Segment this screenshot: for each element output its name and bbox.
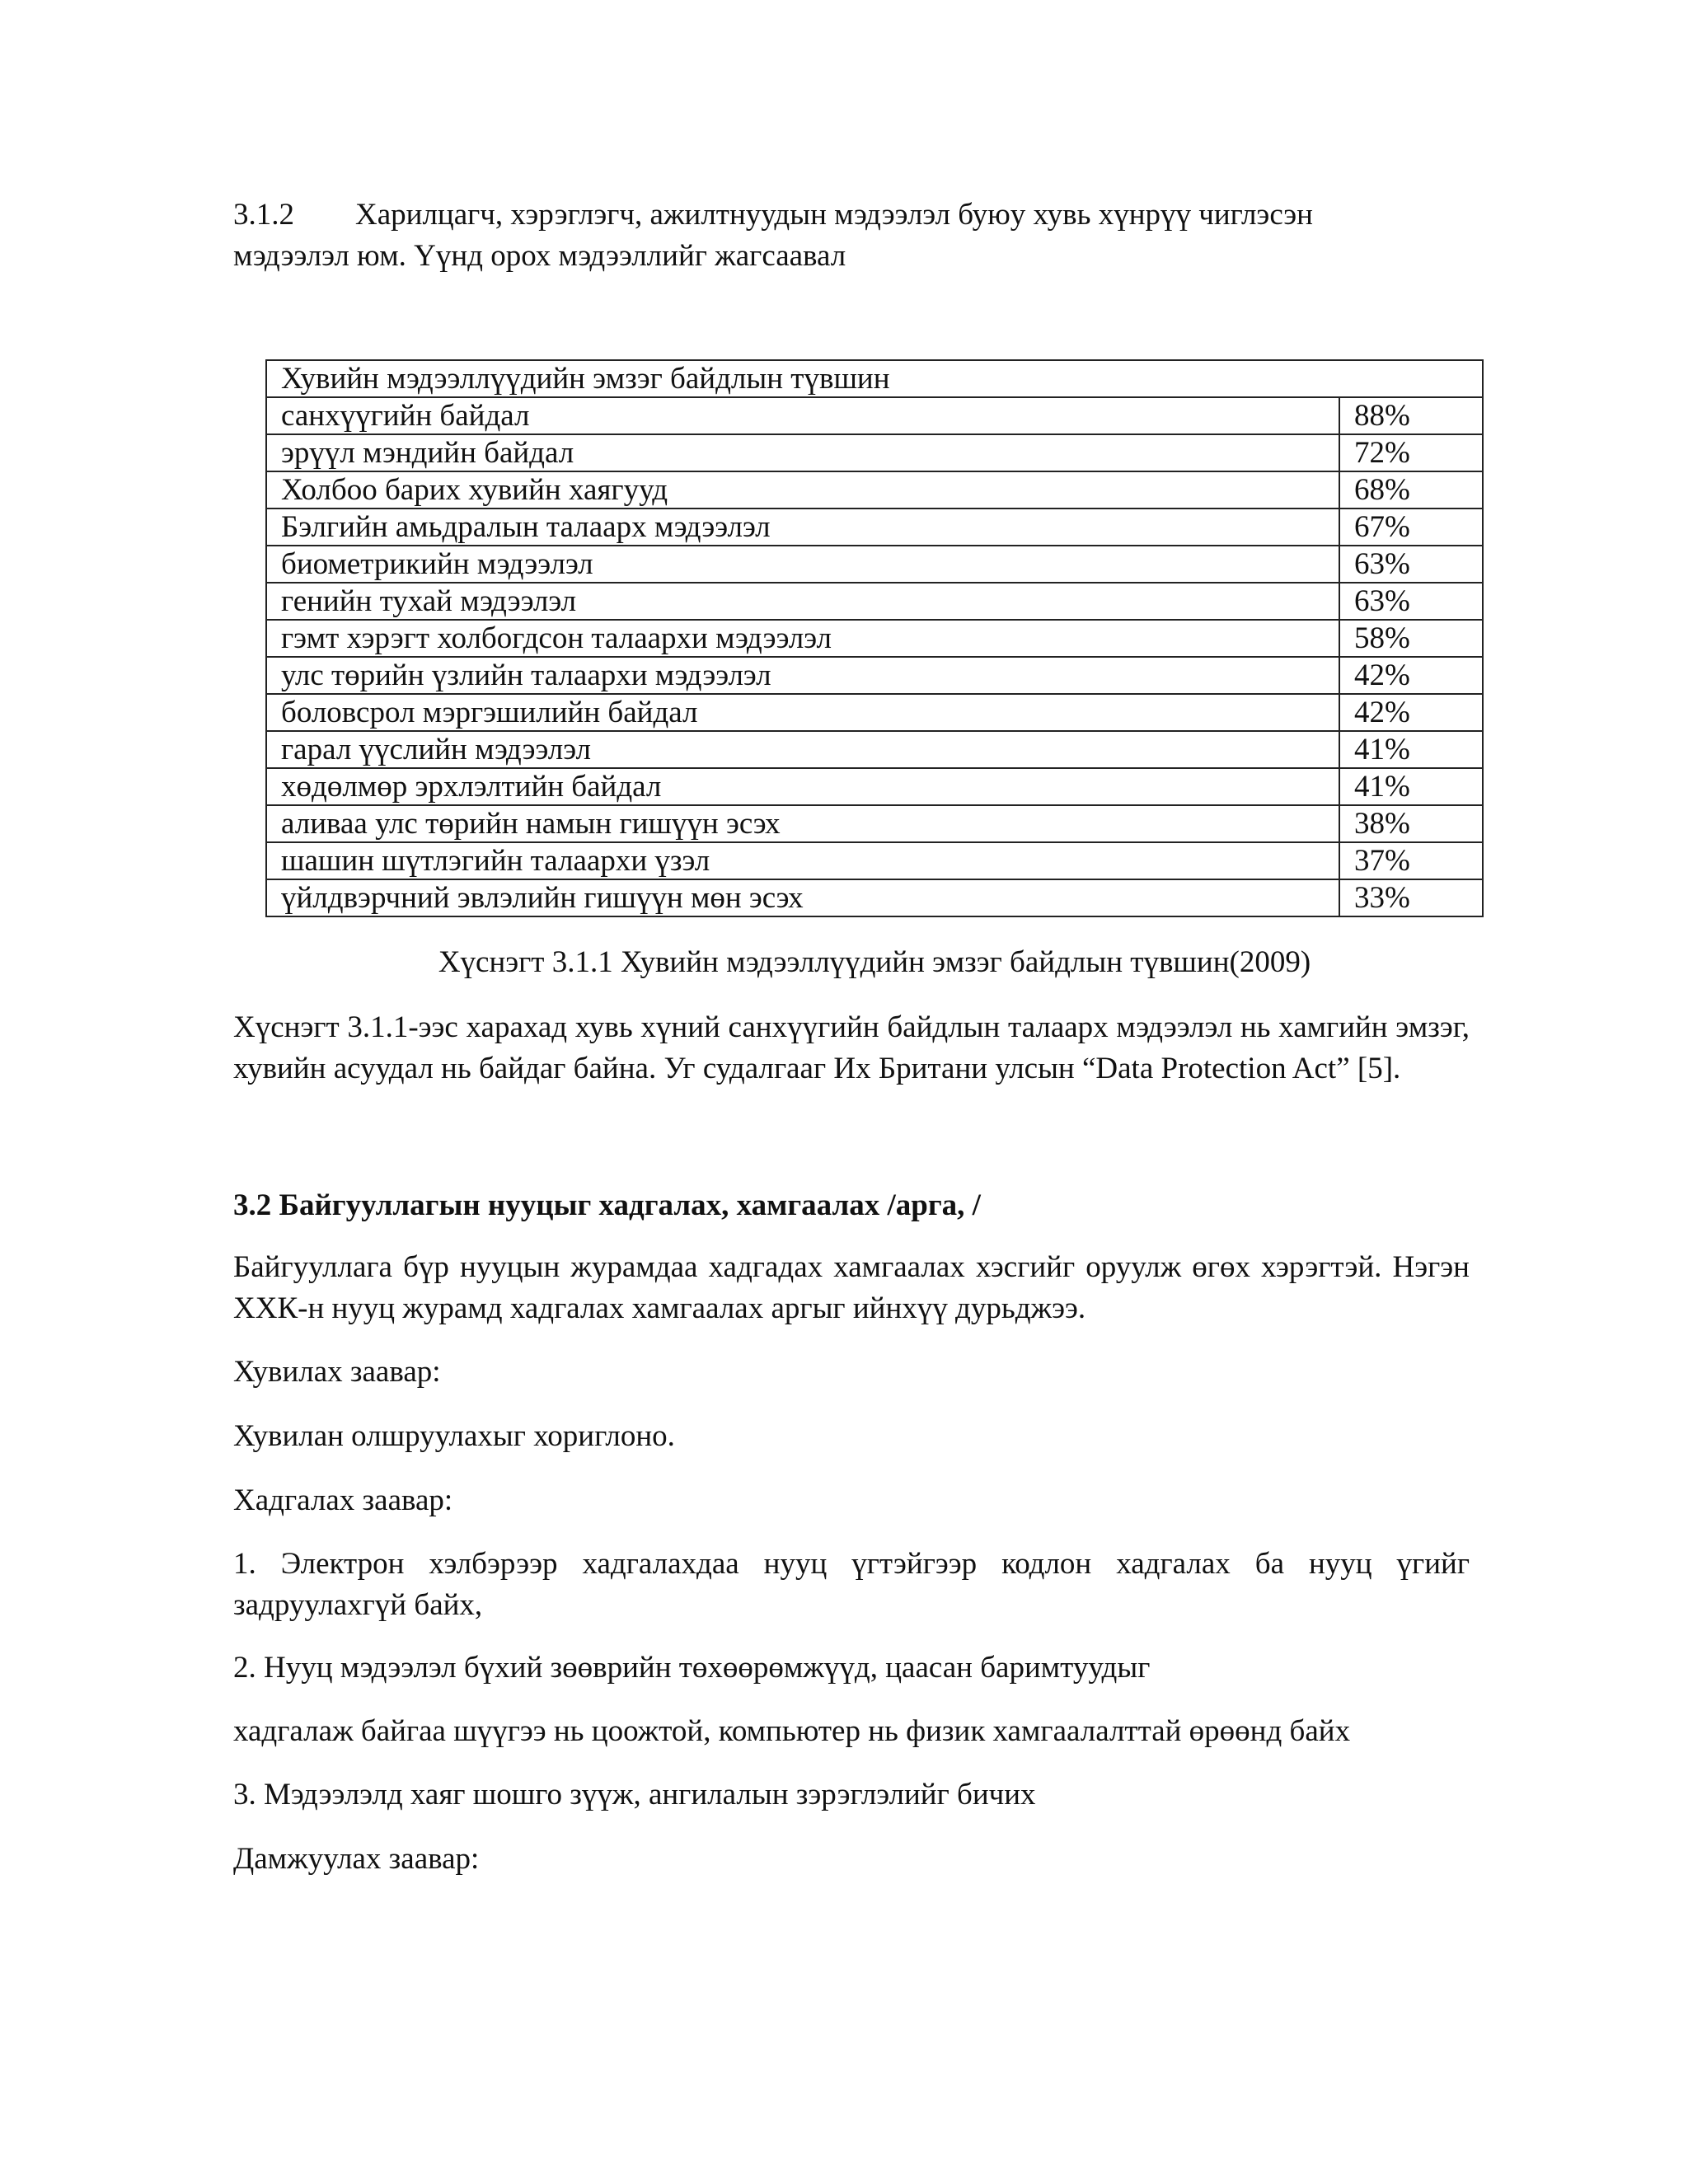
section-3-2-heading: 3.2 Байгууллагын нууцыг хадгалах, хамгаалах /арга, / [233,1188,981,1222]
table-cell-label: үйлдвэрчний эвлэлийн гишүүн мөн эсэх [266,879,1339,916]
table-caption: Хүснэгт 3.1.1 Хувийн мэдээллүүдийн эмзэг байдлын түвшин(2009) [438,945,1311,979]
table-cell-value: 33% [1339,879,1483,916]
table-cell-value: 72% [1339,434,1483,471]
table-cell-label: гэмт хэрэгт холбогдсон талаархи мэдээлэл [266,620,1339,657]
table-cell-value: 42% [1339,694,1483,731]
table-row [266,509,1483,546]
table-row [266,397,1483,434]
table-cell-value: 41% [1339,731,1483,768]
table-row [266,620,1483,657]
table-cell-value: 88% [1339,397,1483,434]
section-3-2-intro: Байгууллага бүр нууцын журамдаа хадгадах хамгаалах хэсгийг оруулж өгөх хэрэгтэй. Нэгэн ХХК-н нууц журамд хадгалах хамгаалах аргыг ийнхүү дурьджээ. [233,1250,1470,1325]
table-cell-label: гарал үүслийн мэдээлэл [266,731,1339,768]
table-row [266,768,1483,805]
table-cell-value: 68% [1339,471,1483,509]
copy-instructions-rule: Хувилан олшруулахыг хориглоно. [233,1419,675,1453]
transfer-instructions-title: Дамжуулах заавар: [233,1842,480,1876]
paragraph-after-table: Хүснэгт 3.1.1-ээс харахад хувь хүний санхүүгийн байдлын талаарх мэдээлэл нь хамгийн эмзэг, хувийн асуудал нь байдаг байна. Уг судалгааг Их Британи улсын “Data Protection Act” [5]. [233,1010,1470,1085]
table-row [266,842,1483,879]
table-cell-label: хөдөлмөр эрхлэлтийн байдал [266,768,1339,805]
table-row [266,879,1483,916]
table-cell-value: 58% [1339,620,1483,657]
table-cell-label: санхүүгийн байдал [266,397,1339,434]
table-cell-value: 67% [1339,509,1483,546]
table-row [266,434,1483,471]
table-row [266,805,1483,842]
table-header: Хувийн мэдээллүүдийн эмзэг байдлын түвшин [266,360,1483,397]
table-cell-label: шашин шүтлэгийн талаархи үзэл [266,842,1339,879]
table-cell-label: генийн тухай мэдээлэл [266,583,1339,620]
section-3-1-2-line1 [233,194,1470,236]
table-cell-label: Холбоо барих хувийн хаягууд [266,471,1339,509]
table-cell-value: 38% [1339,805,1483,842]
table-row [266,694,1483,731]
table-cell-label: биометрикийн мэдээлэл [266,546,1339,583]
section-3-1-2-line2: мэдээлэл юм. Үүнд орох мэдээллийг жагсаавал [233,239,846,273]
table-cell-value: 41% [1339,768,1483,805]
table-cell-value: 37% [1339,842,1483,879]
table-cell-value: 63% [1339,546,1483,583]
table-row [266,546,1483,583]
table-row [266,731,1483,768]
table-header-row [266,360,1483,397]
storage-instructions-title: Хадгалах заавар: [233,1483,453,1517]
storage-item-2-continued: хадгалаж байгаа шүүгээ нь цоожтой, компьютер нь физик хамгаалалттай өрөөнд байх [233,1714,1351,1748]
section-3-1-2-text: Харилцагч, хэрэглэгч, ажилтнуудын мэдээлэл буюу хувь хүнрүү чиглэсэн [355,198,1313,232]
table-cell-label: боловсрол мэргэшилийн байдал [266,694,1339,731]
section-number: 3.1.2 [233,198,294,232]
table-cell-label: аливаа улс төрийн намын гишүүн эсэх [266,805,1339,842]
table-row [266,583,1483,620]
table-cell-value: 42% [1339,657,1483,694]
storage-item-3: 3. Мэдээлэлд хаяг шошго зүүж, ангилалын зэрэглэлийг бичих [233,1778,1036,1811]
copy-instructions-title: Хувилах заавар: [233,1355,441,1389]
table-row [266,657,1483,694]
table-row [266,471,1483,509]
vulnerability-table [265,359,1484,917]
table-cell-label: улс төрийн үзлийн талаархи мэдээлэл [266,657,1339,694]
table-cell-label: Бэлгийн амьдралын талаарх мэдээлэл [266,509,1339,546]
storage-item-2: 2. Нууц мэдээлэл бүхий зөөврийн төхөөрөмжүүд, цаасан баримтуудыг [233,1651,1151,1685]
table-cell-value: 63% [1339,583,1483,620]
storage-item-1: 1. Электрон хэлбэрээр хадгалахдаа нууц үгтэйгээр кодлон хадгалах ба нууц үгийг задруулахгүй байх, [233,1547,1470,1622]
table-cell-label: эрүүл мэндийн байдал [266,434,1339,471]
